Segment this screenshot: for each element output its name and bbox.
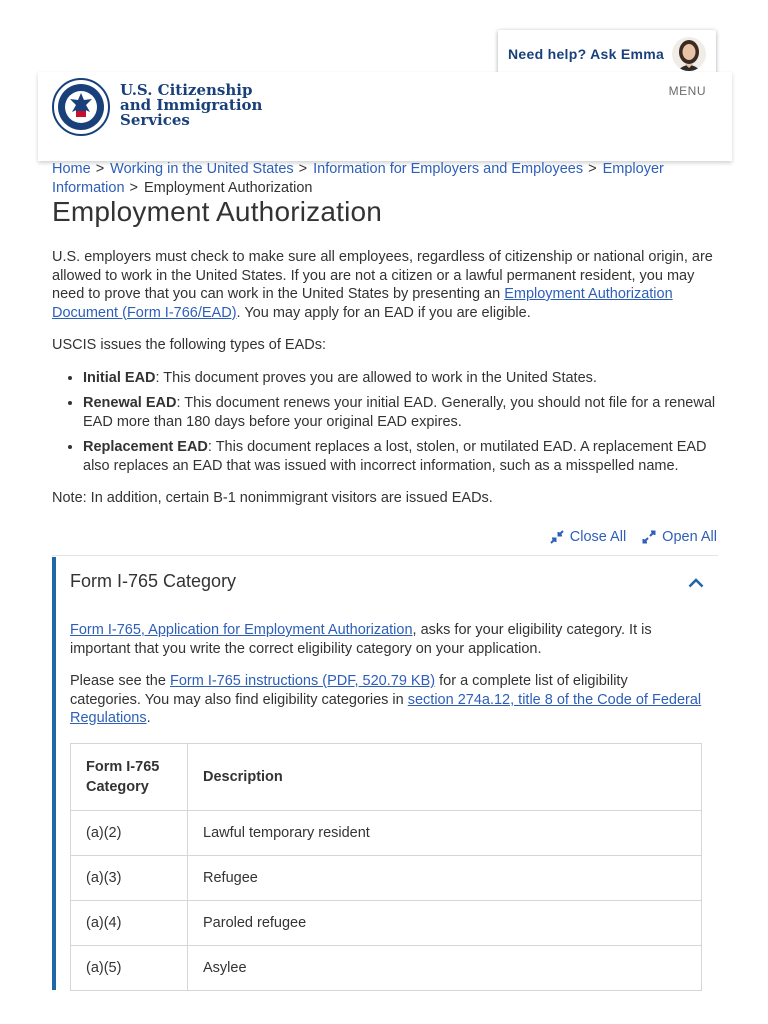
accordion-header[interactable]: Form I-765 Category [70, 571, 237, 591]
accordion-controls [550, 529, 717, 545]
emma-avatar-icon [672, 37, 706, 71]
breadcrumb-separator: > [588, 161, 597, 177]
breadcrumb-separator: > [298, 161, 308, 177]
table-cell-category: (a)(3) [71, 856, 188, 901]
ead-types-list [52, 369, 718, 476]
list-item [83, 369, 718, 388]
accordion-text: , asks for your eligibility category. It is important that you write the correct eligibility category on your application. [70, 622, 652, 657]
table-cell-category: (a)(2) [71, 811, 188, 856]
table-row [71, 811, 702, 856]
ead-link[interactable]: Employment Authorization Document (Form I-766/EAD) [52, 286, 673, 321]
table-row [71, 946, 702, 991]
table-cell-description: Asylee [188, 946, 702, 991]
ead-type-term: Replacement EAD [83, 439, 208, 455]
ask-emma-button[interactable] [498, 30, 716, 78]
logo-line-2: and Immigration [120, 96, 263, 114]
accordion-paragraph-2 [70, 672, 702, 728]
breadcrumb [52, 160, 702, 198]
ead-types-intro: USCIS issues the following types of EADs: [52, 337, 327, 353]
intro-text: U.S. employers must check to make sure all employees, regardless of citizenship or national origin, are allowed to work in the United States. If you are not a citizen or a lawful permanent resident, you may need to prove that you can work in the United States by presenting an [52, 249, 713, 302]
divider [52, 555, 718, 556]
breadcrumb-separator: > [95, 161, 105, 177]
form-i765-instructions-link[interactable]: Form I-765 instructions (PDF, 520.79 KB) [169, 673, 436, 689]
close-all-label: Close All [569, 529, 627, 545]
eligibility-category-table [70, 743, 702, 991]
intro-paragraph [52, 248, 718, 322]
accordion-text: for a complete list of eligibility categories. You may also find eligibility categories in [70, 673, 628, 708]
dhs-seal-icon[interactable] [52, 78, 110, 136]
uscis-logo[interactable] [120, 83, 262, 128]
table-cell-category: (a)(4) [71, 901, 188, 946]
ead-type-term: Initial EAD [83, 369, 156, 386]
form-i765-link[interactable]: Form I-765, Application for Employment Authorization [70, 622, 413, 638]
collapse-icon [550, 530, 564, 544]
expand-icon [642, 530, 656, 544]
table-row [71, 901, 702, 946]
breadcrumb-separator: > [129, 180, 139, 196]
table-cell-description: Paroled refugee [188, 901, 702, 946]
logo-line-1: U.S. Citizenship [120, 81, 253, 99]
cfr-section-link[interactable]: section 274a.12, title 8 of the Code of Federal Regulations [70, 691, 702, 726]
breadcrumb-working-in-us[interactable]: Working in the United States [110, 161, 294, 177]
ask-emma-label: Need help? Ask Emma [508, 46, 665, 62]
main-content [52, 248, 718, 522]
table-cell-description: Refugee [188, 856, 702, 901]
intro-text-after: . You may apply for an EAD if you are eligible. [236, 304, 531, 321]
chevron-up-icon[interactable] [688, 575, 704, 593]
accordion-text: Please see the [70, 673, 170, 689]
breadcrumb-employer-information[interactable]: Employer Information [52, 161, 664, 196]
list-item [83, 438, 718, 475]
menu-button[interactable]: MENU [668, 84, 706, 98]
column-header-category: Form I-765 Category [71, 744, 188, 811]
table-header-row [71, 744, 702, 811]
breadcrumb-employers-employees[interactable]: Information for Employers and Employees [313, 161, 584, 177]
open-all-button[interactable] [642, 529, 717, 545]
ead-type-desc: : This document replaces a lost, stolen, or mutilated EAD. A replacement EAD also replaces an EAD that was issued with incorrect information, such as a misspelled name. [83, 439, 707, 474]
page-title: Employment Authorization [52, 196, 383, 227]
table-cell-description: Lawful temporary resident [188, 811, 702, 856]
ead-type-term: Renewal EAD [83, 395, 177, 411]
breadcrumb-current: Employment Authorization [144, 180, 313, 196]
table-cell-category: (a)(5) [71, 946, 188, 991]
accordion-text: . [146, 710, 151, 726]
ead-type-desc: : This document renews your initial EAD. Generally, you should not file for a renewal EAD more than 180 days before your original EAD expires. [83, 395, 716, 430]
ead-type-desc: : This document proves you are allowed to work in the United States. [155, 369, 597, 386]
accordion-paragraph-1 [70, 621, 702, 658]
site-header [38, 72, 732, 161]
table-row [71, 856, 702, 901]
close-all-button[interactable] [550, 529, 626, 545]
accordion-body [70, 621, 702, 742]
column-header-description: Description [188, 744, 702, 811]
accordion-form-i765-category [52, 557, 718, 990]
list-item [83, 394, 718, 431]
note-paragraph: Note: In addition, certain B-1 nonimmigrant visitors are issued EADs. [52, 490, 493, 506]
logo-line-3: Services [120, 111, 190, 129]
breadcrumb-home[interactable]: Home [52, 161, 91, 177]
open-all-label: Open All [662, 529, 717, 545]
